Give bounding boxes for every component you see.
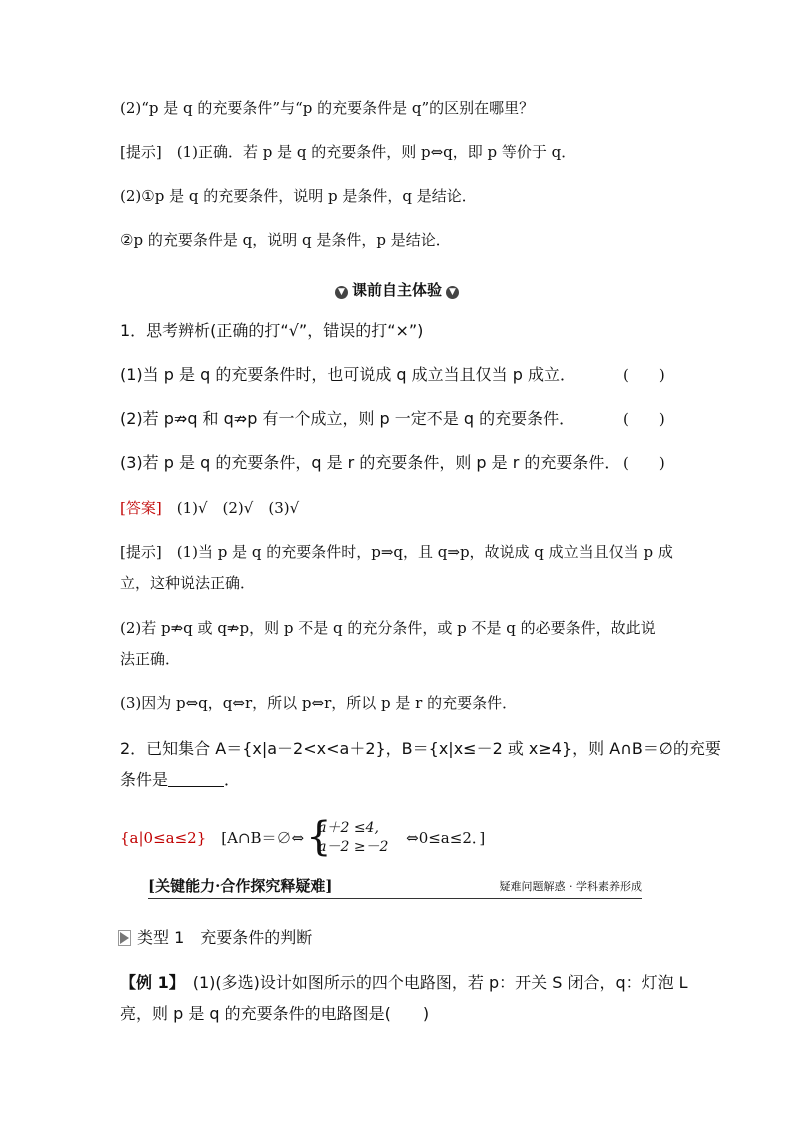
hint-3-ex: (3)因为 p⇔q，q⇔r，所以 p⇔r，所以 p 是 r 的充要条件． <box>120 694 518 712</box>
hint-2b-ex: 法正确． <box>120 650 181 668</box>
answer-paren-1: ( ) <box>623 366 665 384</box>
answer-paren-3: ( ) <box>623 454 665 472</box>
triangle-icon <box>120 932 129 944</box>
exercise-1-item-1: (1)当 p 是 q 的充要条件时，也可说成 q 成立当且仅当 p 成立． <box>120 365 576 384</box>
example-1-line-a <box>120 972 688 994</box>
question-2: (2)“p 是 q 的充要条件”与“p 的充要条件是 q”的区别在哪里？ <box>120 99 535 117</box>
exercise-2-stem-b <box>120 769 240 791</box>
brace-line-2: a－2 ≥－2 <box>318 839 389 855</box>
answer-blank <box>168 772 224 787</box>
answer-text: (1)√ (2)√ (3)√ <box>176 499 300 517</box>
hint-1: [提示] (1)正确．若 p 是 q 的充要条件，则 p⇔q，即 p 等价于 q． <box>120 143 577 161</box>
hint-2a: (2)①p 是 q 的充要条件，说明 p 是条件，q 是结论． <box>120 187 477 205</box>
answer-label: [答案] <box>120 499 162 517</box>
example-1-label: 【例 1】 <box>120 973 177 992</box>
type-1-heading <box>120 927 312 949</box>
answer-paren-2: ( ) <box>623 410 665 428</box>
banner-title: [关键能力·合作探究释疑难] <box>148 877 333 895</box>
section-heading <box>0 280 794 300</box>
exercise-1-item-3: (3)若 p 是 q 的充要条件，q 是 r 的充要条件，则 p 是 r 的充要条件． <box>120 453 621 472</box>
exercise-2-answer: {a|0≤a≤2} <box>120 829 207 847</box>
example-1-text-a: (1)(多选)设计如图所示的四个电路图，若 p：开关 S 闭合，q：灯泡 L <box>176 973 688 992</box>
section-banner <box>148 876 642 899</box>
exercise-2-stem-end: ． <box>224 770 241 789</box>
example-1-line-b: 亮，则 p 是 q 的充要条件的电路图是( ) <box>120 1004 430 1023</box>
brace-system <box>306 814 404 860</box>
explain-pre: [A∩B＝∅⇔ <box>221 829 305 847</box>
left-brace: { <box>306 814 332 860</box>
exercise-1-item-2: (2)若 p⇏q 和 q⇏p 有一个成立，则 p 一定不是 q 的充要条件． <box>120 409 576 428</box>
exercise-1-stem: 1．思考辨析(正确的打“√”，错误的打“×”) <box>120 321 424 340</box>
answer-line <box>120 497 299 519</box>
hint-2b: ②p 的充要条件是 q，说明 q 是条件，p 是结论． <box>120 231 451 249</box>
section-title: 课前自主体验 <box>351 281 442 299</box>
explain-post: ⇔0≤a≤2．] <box>406 829 486 847</box>
banner-subtitle: 疑难问题解惑 · 学科素养形成 <box>499 880 642 893</box>
hint-1b: 立，这种说法正确． <box>120 574 256 592</box>
exercise-2-stem-a: 2．已知集合 A＝{x|a－2<x<a＋2}，B＝{x|x≤－2 或 x≥4}，则 A∩B＝∅的充要 <box>120 739 721 758</box>
circle-down-arrow-icon: ▼ <box>446 286 459 299</box>
exercise-2-stem-b-text: 条件是 <box>120 770 169 789</box>
type-1-label: 类型 1 充要条件的判断 <box>137 928 313 947</box>
circle-down-arrow-icon: ▼ <box>335 286 348 299</box>
hint-2a-ex: (2)若 p⇏q 或 q⇏p，则 p 不是 q 的充分条件，或 p 不是 q 的必要条件，故此说 <box>120 619 656 637</box>
brace-line-1: a＋2 ≤4, <box>318 820 379 836</box>
exercise-2-solution <box>120 814 486 860</box>
hint-1a: [提示] (1)当 p 是 q 的充要条件时，p⇒q，且 q⇒p，故说成 q 成立当且仅当 p 成 <box>120 543 673 561</box>
